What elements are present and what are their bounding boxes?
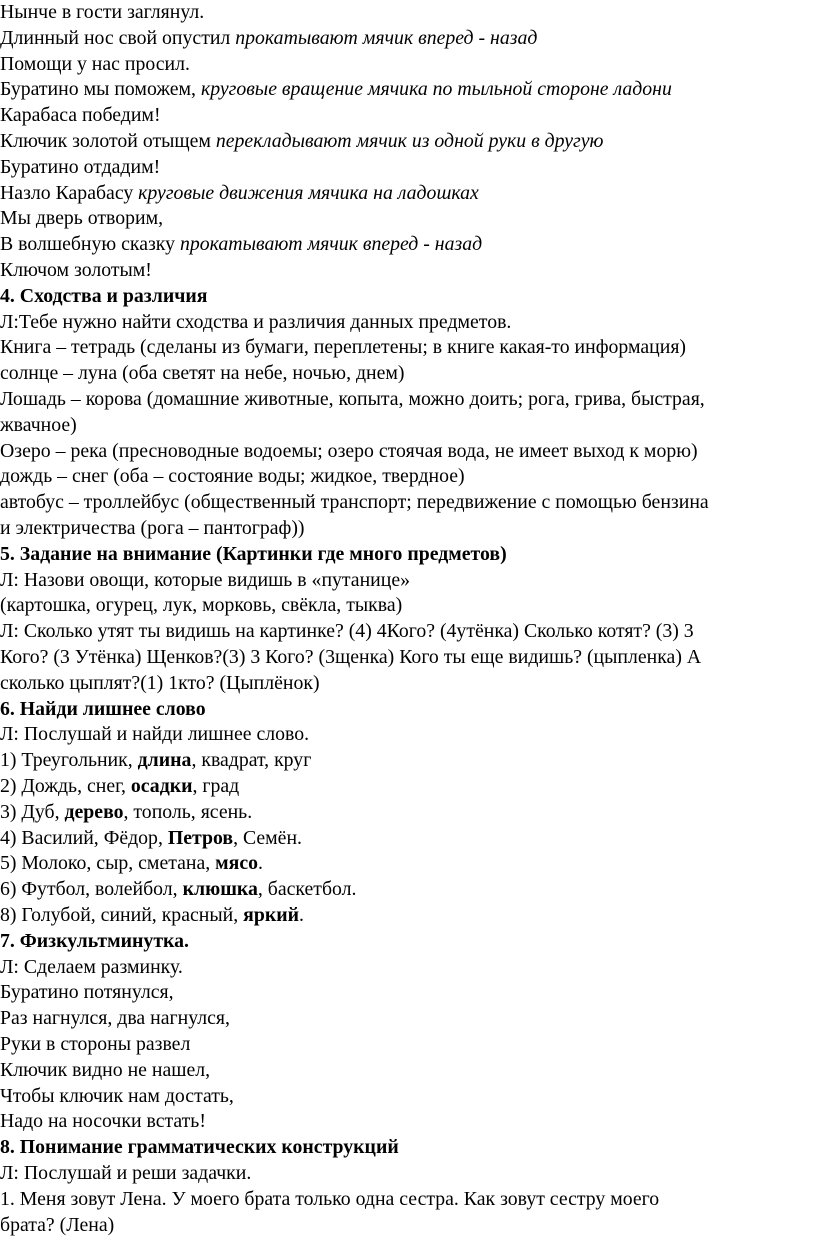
text-line [0,129,604,153]
plain-text: В волшебную сказку [0,233,180,256]
text-line [0,955,183,979]
plain-text: Книга – тетрадь (сделаны из бумаги, переплетены; в книге какая-то информация) [0,336,687,359]
italic-text: прокатывают мячик вперед - назад [235,26,538,49]
plain-text: Руки в стороны развел [0,1033,191,1055]
italic-text: прокатывают мячик вперед - назад [179,233,483,256]
plain-text: жвачное) [0,413,77,436]
text-line [0,206,163,230]
plain-text: 1) Треугольник, [0,749,138,772]
plain-text: 2) Дождь, снег, [0,775,131,797]
bold-text: 7. Физкультминутка. [0,929,189,952]
text-line [0,0,204,24]
text-line [0,542,507,566]
plain-text: Раз нагнулся, два нагнулся, [0,1007,230,1030]
text-line [0,103,161,127]
plain-text: дождь – снег (оба – состояние воды; жидкое, твердное) [0,465,465,488]
text-line [0,671,320,695]
text-line [0,490,709,514]
text-line [0,619,694,643]
plain-text: Чтобы ключик нам достать, [0,1084,234,1107]
plain-text: (картошка, огурец, лук, морковь, свёкла, тыква) [0,594,403,617]
plain-text: Помощи у нас просил. [0,52,190,75]
text-line [0,593,402,617]
text-line [0,1161,251,1185]
plain-text: , квадрат, круг [191,749,312,772]
text-line [0,645,701,669]
bold-text: 8. Понимание грамматических конструкций [0,1136,399,1159]
bold-text: 5. Задание на внимание (Картинки где много предметов) [0,542,507,565]
bold-text: 4. Сходства и различия [0,284,208,307]
plain-text: Лошадь – корова (домашние животные, копыта, можно доить; рога, грива, быстрая, [0,388,705,410]
plain-text: Карабаса победим! [0,104,161,127]
plain-text: Кого? (3 Утёнка) Щенков?(3) 3 Кого? (3щенка) Кого ты еще видишь? (цыпленка) А [0,646,702,668]
text-line [0,748,311,772]
bold-text: мясо [215,852,259,875]
plain-text: Буратино потянулся, [0,981,174,1004]
plain-text: Л: Назови овощи, которые видишь в «путанице» [0,568,411,591]
text-line [0,1109,206,1133]
text-line [0,697,206,721]
text-line [0,335,686,359]
text-line [0,258,152,282]
plain-text: Ключом золотым! [0,259,152,281]
bold-text: дерево [64,800,124,823]
italic-text: круговые движения мячика на ладошках [138,181,479,204]
text-line [0,26,537,50]
plain-text: Л: Послушай и найди лишнее слово. [0,723,310,746]
text-line [0,929,189,953]
plain-text: 8) Голубой, синий, красный, [0,904,244,926]
bold-text: осадки [130,775,193,797]
text-line [0,1032,190,1056]
text-line [0,800,252,824]
plain-text: . [299,904,304,926]
text-line [0,155,160,179]
bold-text: яркий [243,904,300,926]
text-line [0,851,263,875]
text-line [0,1135,399,1159]
italic-text: перекладывают мячик из одной руки в другую [215,130,604,152]
plain-text: брата? (Лена) [0,1213,115,1236]
plain-text: Л: Сколько утят ты видишь на картинке? (4) 4Кого? (4утёнка) Сколько котят? (3) 3 [0,620,694,643]
plain-text: Ключик золотой отыщем [0,130,216,152]
plain-text: Мы дверь отворим, [0,207,164,230]
text-line [0,232,482,256]
plain-text: и электричества (рога – пантограф)) [0,517,305,539]
plain-text: Буратино отдадим! [0,155,161,178]
plain-text: , баскетбол. [257,878,357,901]
plain-text: 1. Меня зовут Лена. У моего брата только одна сестра. Как зовут сестру моего [0,1187,660,1210]
text-line [0,516,305,540]
plain-text: 6) Футбол, волейбол, [0,878,183,901]
text-line [0,387,705,411]
plain-text: . [258,852,263,875]
text-line [0,1187,659,1211]
text-line [0,1084,234,1108]
text-line [0,1058,210,1082]
bold-text: Петров [167,826,234,849]
text-line [0,52,190,76]
plain-text: , град [192,775,240,797]
plain-text: солнце – луна (оба светят на небе, ночью, днем) [0,362,405,385]
plain-text: Л:Тебе нужно найти сходства и различия данных предметов. [0,310,512,333]
plain-text: , Семён. [233,826,302,849]
plain-text: 3) Дуб, [0,800,65,823]
plain-text: 4) Василий, Фёдор, [0,826,168,849]
bold-text: клюшка [182,878,258,901]
text-line [0,903,304,927]
bold-text: 6. Найди лишнее слово [0,697,206,720]
plain-text: сколько цыплят?(1) 1кто? (Цыплёнок) [0,671,320,694]
plain-text: Назло Карабасу [0,181,139,204]
plain-text: Л: Сделаем разминку. [0,955,183,978]
plain-text: , тополь, ясень. [123,800,253,823]
text-line [0,361,405,385]
text-line [0,877,356,901]
text-line [0,980,174,1004]
text-line [0,464,465,488]
text-line [0,1006,230,1030]
text-line [0,568,410,592]
plain-text: 5) Молоко, сыр, сметана, [0,852,216,875]
plain-text: автобус – троллейбус (общественный транспорт; передвижение с помощью бензина [0,491,709,514]
text-line [0,77,672,101]
text-line [0,310,511,334]
plain-text: Буратино мы поможем, [0,78,201,101]
plain-text: Длинный нос свой опустил [0,26,236,49]
plain-text: Надо на носочки встать! [0,1110,206,1133]
plain-text: Ключик видно не нашел, [0,1058,211,1081]
text-line [0,284,207,308]
text-line [0,181,479,205]
plain-text: Озеро – река (пресноводные водоемы; озеро стоячая вода, не имеет выход к морю) [0,439,698,462]
text-line [0,439,698,463]
text-line [0,413,77,437]
plain-text: Л: Послушай и реши задачки. [0,1162,252,1184]
text-line [0,774,239,798]
plain-text: Нынче в гости заглянул. [0,1,205,23]
text-line [0,826,302,850]
italic-text: круговые вращение мячика по тыльной стороне ладони [200,78,672,101]
text-line [0,1213,114,1237]
text-line [0,722,309,746]
bold-text: длина [137,749,192,772]
